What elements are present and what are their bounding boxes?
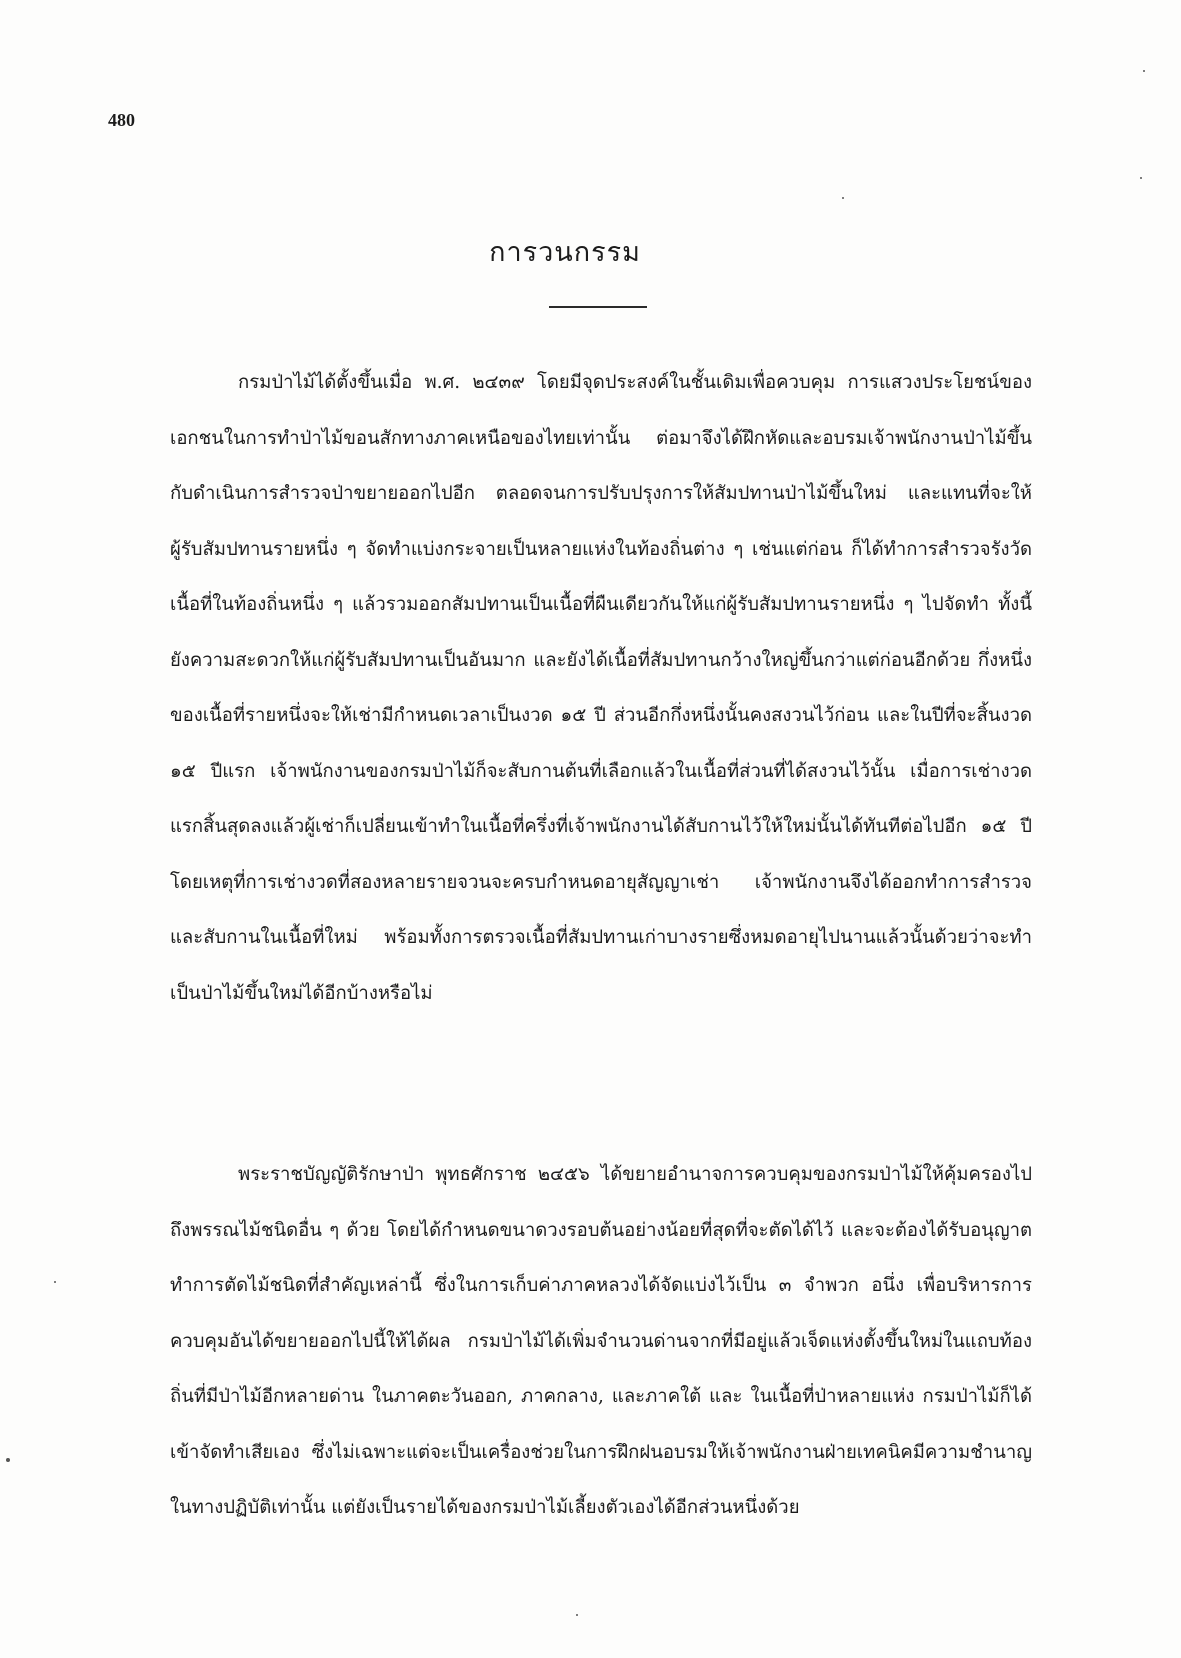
- scan-speck: [1143, 70, 1145, 72]
- paragraph-1: กรมป่าไม้ได้ตั้งขึ้นเมื่อ พ.ศ. ๒๔๓๙ โดยมีจุดประสงค์ในชั้นเดิมเพื่อควบคุม การแสวงประโยชน์ของเอกชนในการทำป่าไม้ขอนสักทางภาคเหนือของไทยเท่านั้น ต่อมาจึงได้ฝึกหัดและอบรมเจ้าพนักงานป่าไม้ขึ้น กับดำเนินการสำรวจป่าขยายออกไปอีก ตลอดจนการปรับปรุงการให้สัมปทานป่าไม้ขึ้นใหม่ และแทนที่จะให้ผู้รับสัมปทานรายหนึ่ง ๆ จัดทำแบ่งกระจายเป็นหลายแห่งในท้องถิ่นต่าง ๆ เช่นแต่ก่อน ก็ได้ทำการสำรวจรังวัดเนื้อที่ในท้องถิ่นหนึ่ง ๆ แล้วรวมออกสัมปทานเป็นเนื้อที่ผืนเดียวกันให้แก่ผู้รับสัมปทานรายหนึ่ง ๆ ไปจัดทำ ทั้งนี้ ยังความสะดวกให้แก่ผู้รับสัมปทานเป็นอันมาก และยังได้เนื้อที่สัมปทานกว้างใหญ่ขึ้นกว่าแต่ก่อนอีกด้วย กึ่งหนึ่งของเนื้อที่รายหนึ่งจะให้เช่ามีกำหนดเวลาเป็นงวด ๑๕ ปี ส่วนอีกกึ่งหนึ่งนั้นคงสงวนไว้ก่อน และในปีที่จะสิ้นงวด ๑๕ ปีแรก เจ้าพนักงานของกรมป่าไม้ก็จะสับกานต้นที่เลือกแล้วในเนื้อที่ส่วนที่ได้สงวนไว้นั้น เมื่อการเช่างวดแรกสิ้นสุดลงแล้วผู้เช่าก็เปลี่ยนเข้าทำในเนื้อที่ครึ่งที่เจ้าพนักงานได้สับกานไว้ให้ใหม่นั้นได้ทันทีต่อไปอีก ๑๕ ปี โดยเหตุที่การเช่างวดที่สองหลายรายจวนจะครบกำหนดอายุสัญญาเช่า เจ้าพนักงานจึงได้ออกทำการสำรวจและสับกานในเนื้อที่ใหม่ พร้อมทั้งการตรวจเนื้อที่สัมปทานเก่าบางรายซึ่งหมดอายุไปนานแล้วนั้นด้วยว่าจะทำเป็นป่าไม้ขึ้นใหม่ได้อีกบ้างหรือไม่: [170, 372, 1032, 1004]
- title-underline: [549, 306, 647, 308]
- scan-speck: [842, 197, 844, 199]
- chapter-title: การวนกรรม: [489, 237, 641, 268]
- scan-speck: [576, 1614, 578, 1616]
- scan-speck: [6, 1458, 10, 1462]
- paragraph-2: พระราชบัญญัติรักษาป่า พุทธศักราช ๒๔๕๖ ได้ขยายอำนาจการควบคุมของกรมป่าไม้ให้คุ้มครองไปถึงพรรณไม้ชนิดอื่น ๆ ด้วย โดยได้กำหนดขนาดวงรอบต้นอย่างน้อยที่สุดที่จะตัดได้ไว้ และจะต้องได้รับอนุญาตทำการตัดไม้ชนิดที่สำคัญเหล่านี้ ซึ่งในการเก็บค่าภาคหลวงได้จัดแบ่งไว้เป็น ๓ จำพวก อนึ่ง เพื่อบริหารการควบคุมอันได้ขยายออกไปนี้ให้ได้ผล กรมป่าไม้ได้เพิ่มจำนวนด่านจากที่มีอยู่แล้วเจ็ดแห่งตั้งขึ้นใหม่ในแถบท้องถิ่นที่มีป่าไม้อีกหลายด่าน ในภาคตะวันออก, ภาคกลาง, และภาคใต้ และ ในเนื้อที่ป่าหลายแห่ง กรมป่าไม้ก็ได้เข้าจัดทำเสียเอง ซึ่งไม่เฉพาะแต่จะเป็นเครื่องช่วยในการฝึกฝนอบรมให้เจ้าพนักงานฝ่ายเทคนิคมีความชำนาญในทางปฏิบัติเท่านั้น แต่ยังเป็นรายได้ของกรมป่าไม้เลี้ยงตัวเองได้อีกส่วนหนึ่งด้วย: [170, 1164, 1032, 1518]
- page-number: 480: [108, 110, 135, 130]
- scan-speck: [54, 1281, 56, 1283]
- scan-speck: [1140, 177, 1142, 179]
- body-text-block-2: [170, 1147, 1032, 1536]
- body-text-block-1: [170, 355, 1032, 1021]
